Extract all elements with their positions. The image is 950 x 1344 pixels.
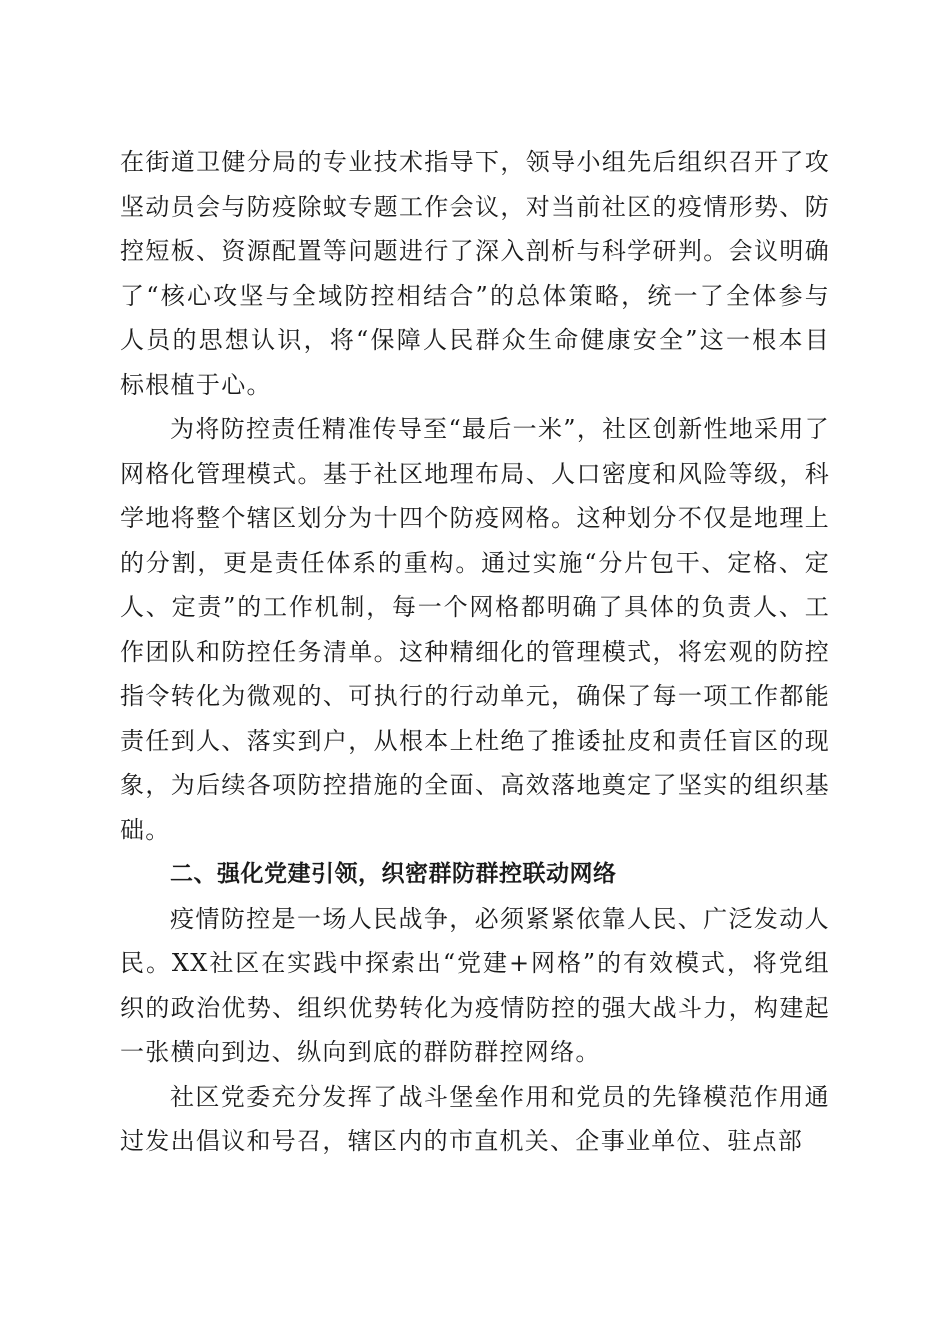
paragraph-grid-management: 为将防控责任精准传导至“最后一米”，社区创新性地采用了网格化管理模式。基于社区地理布局、人口密度和风险等级，科学地将整个辖区划分为十四个防疫网格。这种划分不仅是地理上的分割，更是责任体系的重构。通过实施“分片包干、定格、定人、定责”的工作机制，每一个网格都明确了具体的负责人、工作团队和防控任务清单。这种精细化的管理模式，将宏观的防控指令转化为微观的、可执行的行动单元，确保了每一项工作都能责任到人、落实到户，从根本上杜绝了推诿扯皮和责任盲区的现象，为后续各项防控措施的全面、高效落地奠定了坚实的组织基础。 <box>120 415 830 844</box>
paragraph-meeting-strategy: 在街道卫健分局的专业技术指导下，领导小组先后组织召开了攻坚动员会与防疫除蚊专题工作会议，对当前社区的疫情形势、防控短板、资源配置等问题进行了深入剖析与科学研判。会议明确了“核心攻坚与全域防控相结合”的总体策略，统一了全体参与人员的思想认识，将“保障人民群众生命健康安全”这一根本目标根植于心。 <box>120 148 830 399</box>
paragraph-party-building: 疫情防控是一场人民战争，必须紧紧依靠人民、广泛发动人民。XX社区在实践中探索出“党建+网格”的有效模式，将党组织的政治优势、组织优势转化为疫情防控的强大战斗力，构建起一张横向到边、纵向到底的群防群控网络。 <box>120 904 830 1066</box>
document-body <box>120 140 830 1164</box>
section-heading: 二、强化党建引领，织密群防群控联动网络 <box>170 861 617 887</box>
paragraph-party-committee: 社区党委充分发挥了战斗堡垒作用和党员的先锋模范作用通过发出倡议和号召，辖区内的市直机关、企事业单位、驻点部 <box>120 1082 830 1155</box>
